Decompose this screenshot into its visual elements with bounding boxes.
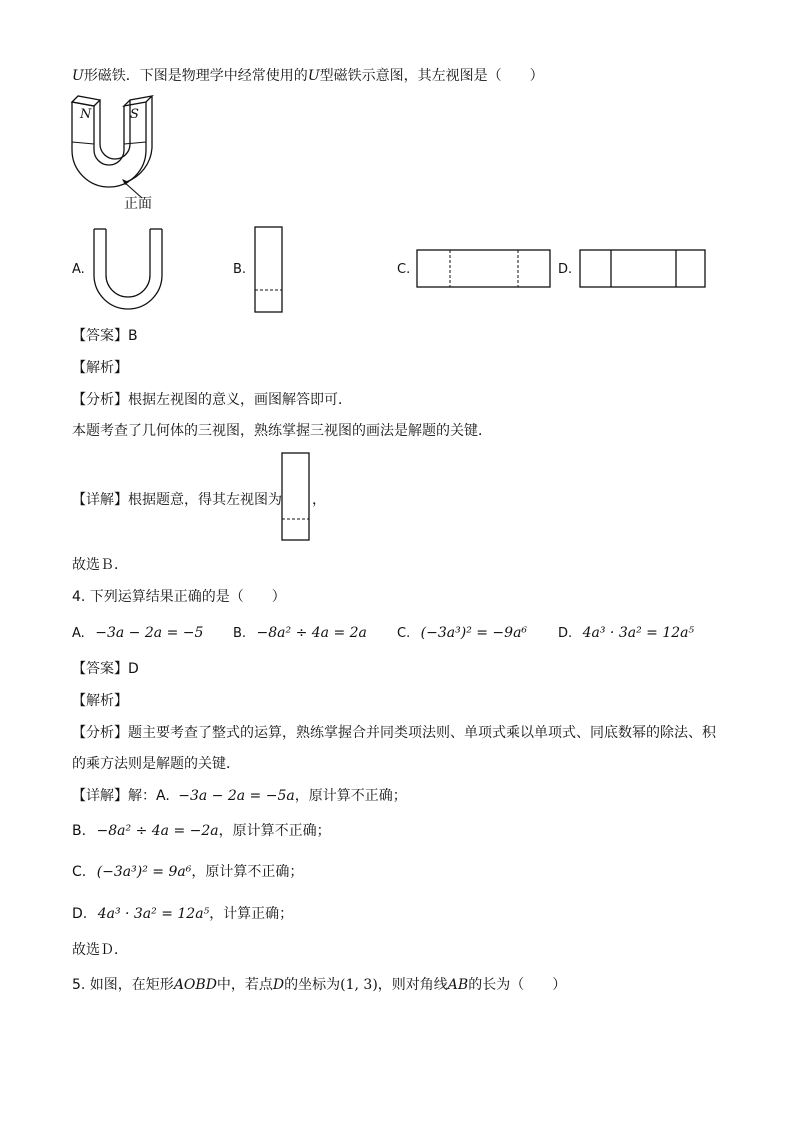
magnet-s-label: S [130,107,139,122]
q3-option-c-label: C. [397,262,411,277]
q4-detail-b-label: B. [72,823,87,839]
q5-stem-1: 5. 如图，在矩形 [72,977,174,993]
q3-fenxi: 【分析】根据左视图的意义，画图解答即可． [72,392,352,408]
magnet-n-label: N [80,107,92,122]
q4-detail-b-note: ，原计算不正确； [218,823,331,839]
q4-opt-b-expr: −8a² ÷ 4a = 2a [256,625,367,641]
q4-option-d [558,624,694,643]
q3-stem-main: 形磁铁．下图是物理学中经常使用的 [83,68,308,84]
q4-opt-d-label: D. [558,626,573,641]
q3-option-a-figure [92,227,164,313]
q4-answer: 【答案】D [72,661,139,677]
q3-option-a-label: A. [72,262,85,277]
q4-detail-d [72,905,293,923]
q3-conclusion: 故选Ｂ． [72,557,128,573]
q4-detail-a [72,787,407,805]
q4-detail-a-expr: −3a − 2a = −5a [178,788,295,804]
q4-conclusion: 故选Ｄ． [72,942,128,958]
q3-option-c-figure [416,249,552,289]
q3-detail: 【详解】根据题意，得其左视图为 [72,492,282,508]
q3-option-b-label: B. [233,262,247,277]
q4-opt-c-label: C. [397,626,411,641]
q3-stem-u: U [72,68,84,84]
q3-option-b-figure [254,226,284,314]
q4-fenxi-line1: 【分析】题主要考查了整式的运算，熟练掌握合并同类项法则、单项式乘以单项式、同底数幂的除法、积 [72,725,716,741]
q4-detail-c-label: C. [72,864,87,880]
q5-stem-3: 的坐标为 [284,977,341,993]
q3-stem-u2: U [307,68,320,84]
q4-detail-d-note: ，计算正确； [209,906,294,922]
q4-option-c [397,624,527,643]
q4-opt-d-expr: 4a³ · 3a² = 12a⁵ [582,625,695,641]
front-label: 正面 [124,196,152,212]
q3-kaocha: 本题考查了几何体的三视图，熟练掌握三视图的画法是解题的关键． [72,423,492,439]
q4-detail-d-label: D. [72,906,88,922]
q4-option-a [72,624,203,643]
q5-stem [72,976,566,994]
q5-diag: AB [447,977,469,993]
q4-detail-c [72,863,303,881]
q4-detail-a-note: ，原计算不正确； [294,788,407,804]
q4-option-b [233,624,367,643]
q4-detail-c-note: ，原计算不正确； [191,864,304,880]
q4-opt-a-expr: −3a − 2a = −5 [95,625,204,641]
q5-rect-name: AOBD [173,977,217,993]
q5-coord: (1, 3) [340,977,378,993]
q5-stem-2: 中，若点 [216,977,273,993]
q3-answer: 【答案】B [72,328,138,344]
q3-analysis-head: 【解析】 [72,360,128,376]
q4-detail-b-expr: −8a² ÷ 4a = −2a [96,823,219,839]
q4-opt-b-label: B. [233,626,247,641]
q4-opt-a-label: A. [72,626,85,641]
q3-option-d-figure [579,249,707,289]
q3-stem [72,67,544,85]
q4-detail-d-expr: 4a³ · 3a² = 12a⁵ [97,906,210,922]
q5-point: D [272,977,285,993]
q4-detail-b [72,822,331,840]
q3-detail-figure [281,452,311,542]
q4-analysis-head: 【解析】 [72,693,128,709]
q4-fenxi-line2: 的乘方法则是解题的关键． [72,756,240,772]
q4-opt-c-expr: (−3a³)² = −9a⁶ [420,625,528,641]
q5-stem-4: ，则对角线 [377,977,448,993]
q5-stem-5: 的长为（ ） [468,977,567,993]
q3-stem-post: 型磁铁示意图，其左视图是（ ） [319,68,544,84]
q3-detail-comma: ， [312,492,326,508]
q4-detail-head: 【详解】解：A. [72,788,170,804]
q4-stem: 4. 下列运算结果正确的是（ ） [72,589,286,605]
q4-detail-c-expr: (−3a³)² = 9a⁶ [96,864,192,880]
q3-option-d-label: D. [558,262,573,277]
